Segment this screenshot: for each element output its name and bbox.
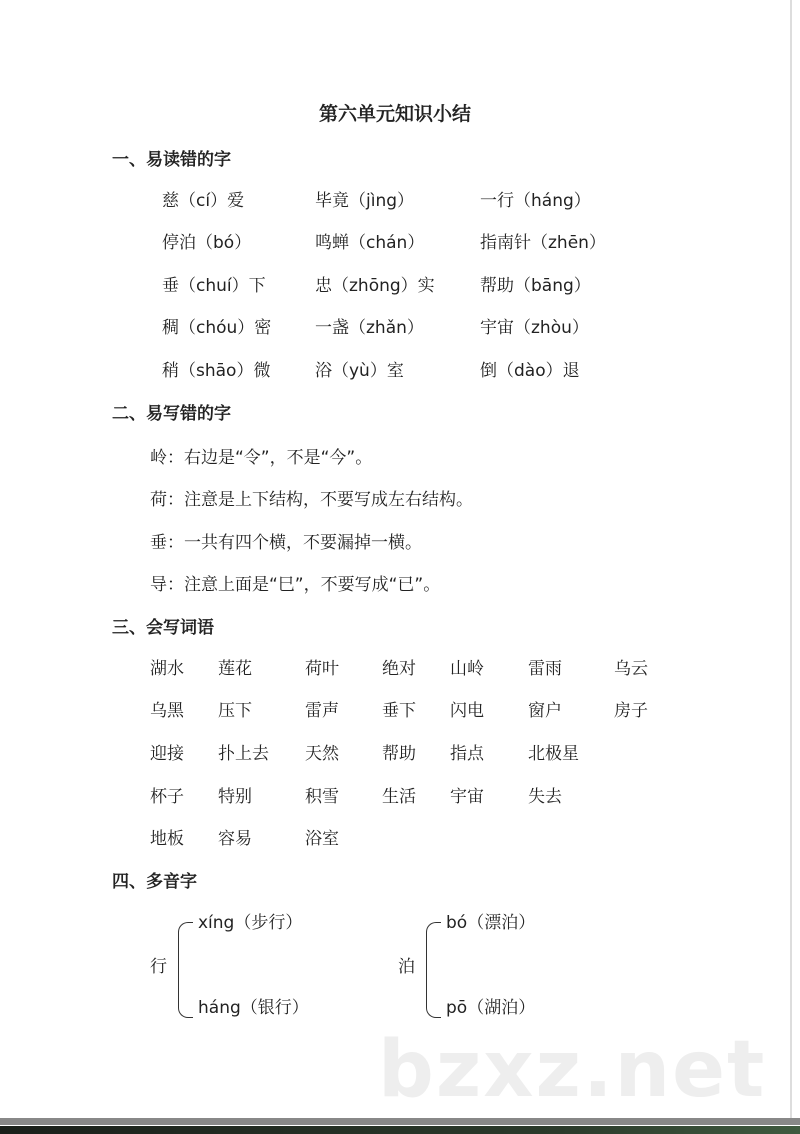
word-item: 宇宙	[450, 787, 484, 807]
pinyin-item: 鸣蝉（chán）	[315, 233, 425, 253]
word-item: 失去	[528, 787, 562, 807]
pinyin-item: 稠（chóu）密	[162, 318, 272, 338]
section-heading: 二、易写错的字	[112, 404, 231, 424]
word-item: 湖水	[150, 659, 184, 679]
pinyin-item: 宇宙（zhòu）	[480, 318, 589, 338]
word-item: 绝对	[382, 659, 416, 679]
pinyin-item: 帮助（bāng）	[480, 276, 591, 296]
section-heading: 三、会写词语	[112, 618, 214, 638]
word-item: 帮助	[382, 744, 416, 764]
word-item: 扑上去	[218, 744, 269, 764]
pinyin-item: 毕竟（jìng）	[315, 191, 415, 211]
pinyin-item: 稍（shāo）微	[162, 361, 271, 381]
section-heading: 四、多音字	[112, 872, 197, 892]
pinyin-item: 指南针（zhēn）	[480, 233, 606, 253]
pinyin-item: 倒（dào）退	[480, 361, 580, 381]
word-item: 雷声	[305, 701, 339, 721]
word-item: 迎接	[150, 744, 184, 764]
reading-item: pō（湖泊）	[446, 998, 536, 1018]
word-item: 北极星	[528, 744, 579, 764]
word-item: 莲花	[218, 659, 252, 679]
word-item: 山岭	[450, 659, 484, 679]
desktop-background-strip	[0, 1126, 800, 1134]
polyphone-char: 泊	[398, 957, 415, 977]
reading-item: xíng（步行）	[198, 913, 303, 933]
note-line: 荷：注意是上下结构，不要写成左右结构。	[150, 490, 473, 510]
word-item: 积雪	[305, 787, 339, 807]
pinyin-item: 垂（chuí）下	[162, 276, 266, 296]
pinyin-item: 浴（yù）室	[315, 361, 404, 381]
note-line: 导：注意上面是“巳”，不要写成“已”。	[150, 575, 441, 595]
note-line: 垂：一共有四个横，不要漏掉一横。	[150, 533, 422, 553]
pinyin-item: 一行（háng）	[480, 191, 591, 211]
pinyin-item: 忠（zhōng）实	[315, 276, 435, 296]
word-item: 雷雨	[528, 659, 562, 679]
pinyin-item: 一盏（zhǎn）	[315, 318, 424, 338]
brace-icon	[178, 922, 193, 1018]
viewer-scrollbar[interactable]	[0, 1118, 800, 1125]
word-item: 容易	[218, 829, 252, 849]
polyphone-char: 行	[150, 957, 167, 977]
pinyin-item: 停泊（bó）	[162, 233, 252, 253]
word-item: 杯子	[150, 787, 184, 807]
word-item: 特别	[218, 787, 252, 807]
word-item: 乌黑	[150, 701, 184, 721]
word-item: 浴室	[305, 829, 339, 849]
page-title: 第六单元知识小结	[318, 103, 471, 125]
word-item: 地板	[150, 829, 184, 849]
word-item: 窗户	[528, 701, 562, 721]
word-item: 天然	[305, 744, 339, 764]
reading-item: bó（漂泊）	[446, 913, 536, 933]
word-item: 乌云	[614, 659, 648, 679]
brace-icon	[426, 922, 441, 1018]
word-item: 压下	[218, 701, 252, 721]
watermark: bzxz.net	[378, 1025, 767, 1115]
word-item: 房子	[614, 701, 648, 721]
word-item: 荷叶	[305, 659, 339, 679]
section-heading: 一、易读错的字	[112, 150, 231, 170]
pinyin-item: 慈（cí）爱	[162, 191, 245, 211]
word-item: 垂下	[382, 701, 416, 721]
word-item: 生活	[382, 787, 416, 807]
word-item: 指点	[450, 744, 484, 764]
reading-item: háng（银行）	[198, 998, 309, 1018]
word-item: 闪电	[450, 701, 484, 721]
note-line: 岭：右边是“令”，不是“今”。	[150, 448, 373, 468]
